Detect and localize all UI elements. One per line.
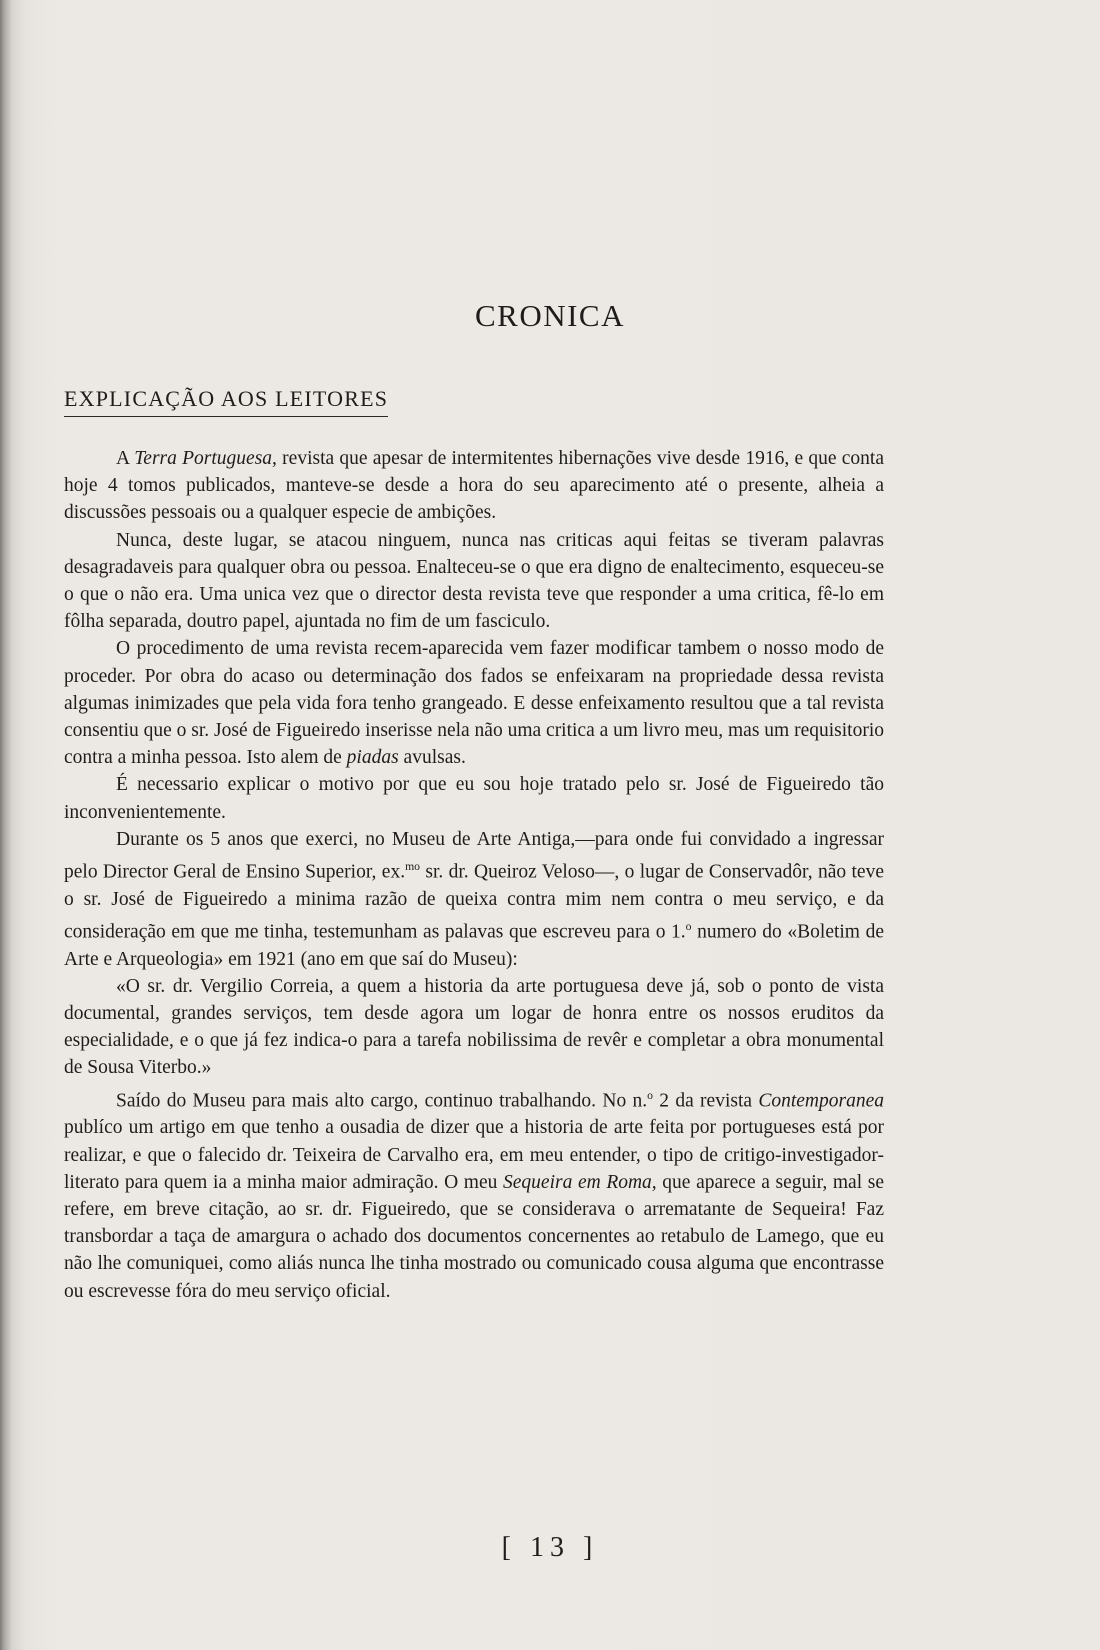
paragraph — [64, 635, 884, 771]
text-run: O procedimento de uma revista recem-aparecida vem fazer modificar tambem o nosso modo de proceder. Por obra do acaso ou determinação dos fados se enfeixaram na propriedade dessa revista algumas inimizades que pela vida fora tenho grangeado. E desse enfeixamento resultou que a tal revista consentiu que o sr. José de Figueiredo inserisse nela não uma critica a um livro meu, mas um requisitorio contra a minha pessoa. Isto alem de — [64, 638, 884, 769]
show-through-text — [420, 190, 520, 206]
text-run: sr. dr. Queiroz Veloso—, o lugar de Conservadôr, não teve o sr. José de Figueiredo a minima razão de queixa contra mim nem contra o meu serviço, e da consideração em que me tinha, testemunham as palavas que escreveu para o 1. — [64, 861, 884, 943]
text-run: «O sr. dr. Vergilio Correia, a quem a historia da arte portuguesa deve já, sob o ponto de vista documental, grandes serviços, tem desde agora um logar de honra entre os nossos eruditos da especialidade, e o que já fez indica-o para a tarefa nobilissima de revêr e completar a obra monumental de Sousa Viterbo.» — [64, 975, 884, 1079]
text-run: Nunca, deste lugar, se atacou ninguem, nunca nas criticas aqui feitas se tiveram palavras desagradaveis para qualquer obra ou pessoa. Enalteceu-se o que era digno de enaltecimento, esqueceu-se o que o não era. Uma unica vez que o director desta revista teve que responder a uma critica, fê-lo em fôlha separada, doutro papel, ajuntada no fim de um fasciculo. — [64, 529, 884, 633]
text-run: A — [116, 448, 135, 469]
text-run: Durante os 5 anos que exerci, no Museu de Arte Antiga,—para onde fui convidado a ingressar pelo Director Geral de Ensino Superior, ex. — [64, 828, 884, 883]
text-run: É necessario explicar o motivo por que eu sou hoje tratado pelo sr. José de Figueiredo tão inconvenientemente. — [64, 774, 884, 823]
superscript-text: o — [647, 1088, 653, 1102]
text-run: publíco um artigo em que tenho a ousadia de dizer que a historia de arte feita por portugueses está por realizar, e que o falecido dr. Teixeira de Carvalho era, em meu entender, o tipo de critigo-investigador-literato para quem ia a minha maior admiração. O meu — [64, 1117, 884, 1193]
italic-text: Terra Portuguesa, — [134, 448, 277, 469]
text-run: 2 da revista — [652, 1090, 759, 1112]
italic-text: piadas — [346, 747, 399, 769]
italic-text: Contemporanea — [758, 1090, 884, 1112]
paragraph — [64, 527, 884, 636]
text-run: que aparece a seguir, mal se refere, em breve citação, ao sr. dr. Figueiredo, que se considerava o arrematante de Sequeira! Faz transbordar a taça de amargura o achado dos documentos concernentes ao retabulo de Lamego, que eu não lhe comuniquei, como aliás nunca lhe tinha mostrado ou comunicado cousa alguma que encontrasse ou escrevesse fóra do meu serviço oficial. — [64, 1171, 884, 1302]
text-run: Saído do Museu para mais alto cargo, continuo trabalhando. No n. — [116, 1090, 648, 1112]
italic-text: Sequeira em Roma, — [503, 1171, 657, 1193]
paragraph — [64, 826, 884, 973]
paragraph — [64, 771, 884, 825]
text-run: numero do «Boletim de Arte e Arqueologia» em 1921 (ano em que saí do Museu): — [64, 921, 884, 970]
page-title: CRONICA — [474, 298, 625, 333]
text-run: revista que apesar de intermitentes hibernações vive desde 1916, e que conta hoje 4 tomos publicados, manteve-se desde a hora do seu aparecimento até o presente, alheia a discussões pessoais ou a qualquer especie de ambições. — [64, 448, 884, 524]
paragraph — [64, 445, 884, 527]
section-heading: EXPLICAÇÃO AOS LEITORES — [64, 385, 388, 417]
paragraph — [64, 1082, 884, 1305]
paragraph — [64, 973, 884, 1082]
superscript-text: o — [685, 919, 692, 933]
text-run: avulsas. — [398, 747, 466, 769]
page-number: [ 13 ] — [501, 1532, 599, 1563]
superscript-text: mo — [405, 860, 421, 874]
body-text — [64, 445, 884, 1305]
